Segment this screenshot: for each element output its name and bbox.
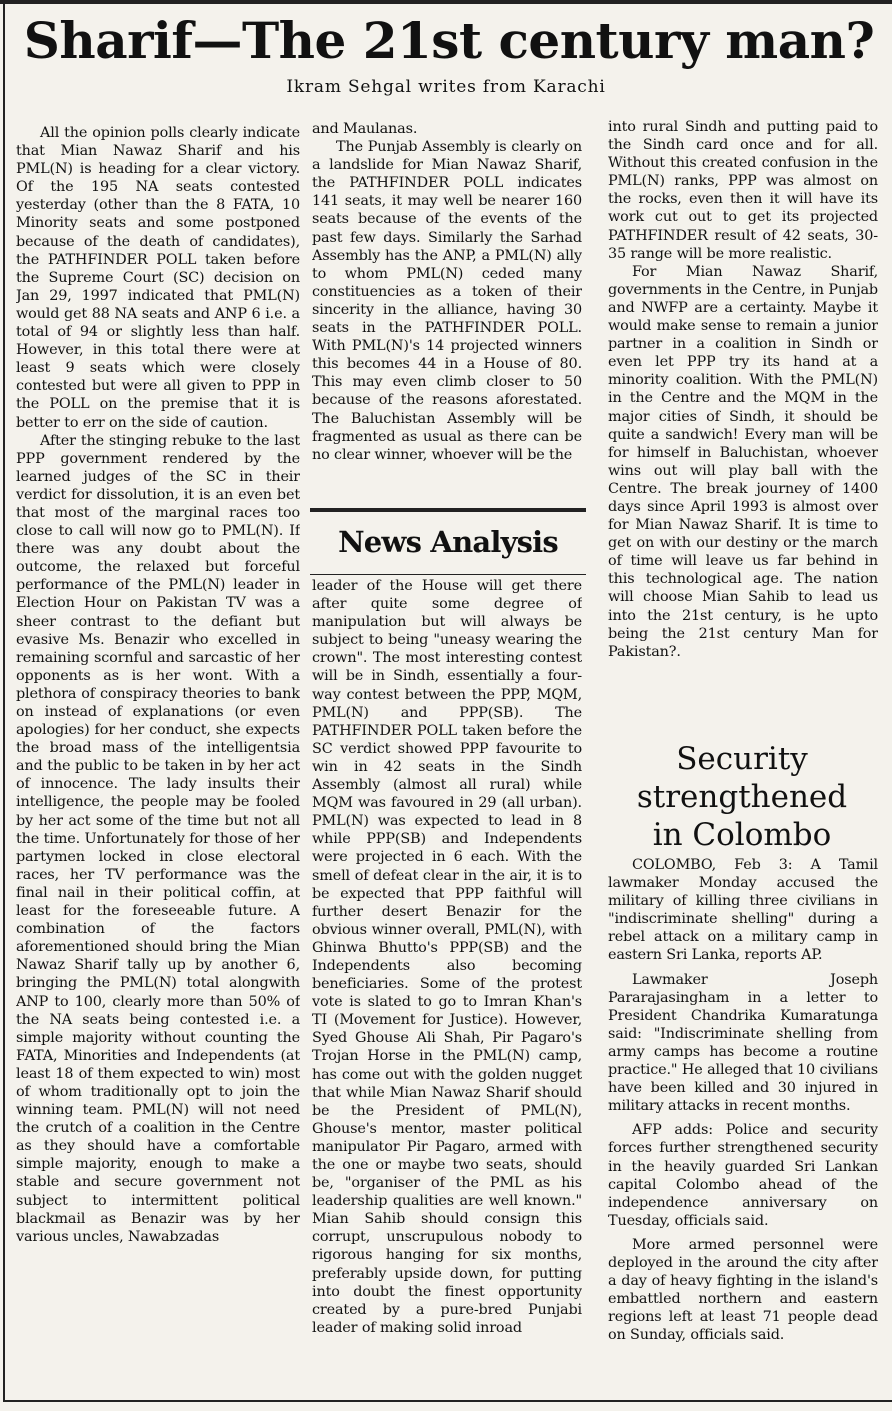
side-story-paragraph: Lawmaker Joseph Pararajasingham in a letter to President Chandrika Kumaratunga said: "Indiscriminate shelling from army camps has become a routine practice." He alleged that 10 civilians have been killed and 30 injured in military attacks in recent months.: [608, 971, 878, 1115]
left-border-rule: [3, 0, 5, 1400]
side-story-paragraph: COLOMBO, Feb 3: A Tamil lawmaker Monday accused the military of killing three civilians in "indiscriminate shelling" during a rebel attack on a military camp in eastern Sri Lanka, reports AP.: [608, 857, 878, 964]
article-column-3: [608, 118, 878, 812]
side-story-column: [608, 856, 878, 1400]
news-analysis-banner: [310, 508, 586, 575]
article-column-1: [16, 124, 300, 1402]
article-paragraph: All the opinion polls clearly indicate that Mian Nawaz Sharif and his PML(N) is heading for a clear victory. Of the 195 NA seats contested yesterday (other than the 8 FATA, 10 Minority seats and some postponed because of the death of candidates), the PATHFINDER POLL taken before the Supreme Court (SC) decision on Jan 29, 1997 indicated that PML(N) would get 88 NA seats and ANP 6 i.e. a total of 94 or slightly less than half. However, in this total there were at least 9 seats which were closely contested but were all given to PPP in the POLL on the premise that it is better to err on the side of caution.: [16, 125, 300, 431]
article-paragraph: into rural Sindh and putting paid to the Sindh card once and for all. Without this created confusion in the PML(N) ranks, PPP was almost on the rocks, even then it will have its work cut out to get its projected PATHFINDER result of 42 seats, 30-35 range will be more realistic.: [608, 119, 878, 262]
side-story-headline: Security strengthened in Colombo: [636, 741, 848, 853]
top-border-rule: [0, 0, 892, 4]
article-paragraph: and Maulanas.: [312, 121, 418, 137]
side-story-paragraph: More armed personnel were deployed in the around the city after a day of heavy fighting in the island's embattled northern and eastern regions left at least 71 people dead on Sunday, officials said.: [608, 1236, 878, 1344]
main-headline: Sharif—The 21st century man?: [23, 11, 875, 70]
news-analysis-label: News Analysis: [338, 525, 558, 559]
article-column-2-bottom: [312, 577, 582, 1399]
article-paragraph: For Mian Nawaz Sharif, governments in the Centre, in Punjab and NWFP are a certainty. Maybe it would make sense to remain a junior partner in a coalition in Sindh or even let PPP try its hand at a minority coalition. With the PML(N) in the Centre and the MQM in the major cities of Sindh, it should be quite a sandwich! Every man will be for himself in Baluchistan, whoever wins out will play ball with the Centre. The break journey of 1400 days since April 1993 is almost over for Mian Nawaz Sharif. It is time to get on with our destiny or the march of time will leave us far behind in this technological age. The nation will choose Mian Sahib to lead us into the 21st century, is he upto being the 21st century Man for Pakistan?.: [608, 263, 878, 660]
byline: Ikram Sehgal writes from Karachi: [286, 77, 606, 97]
article-paragraph: After the stinging rebuke to the last PPP government rendered by the learned judges of the SC in their verdict for dissolution, it is an even bet that most of the marginal races too close to call will now go to PML(N). If there was any doubt about the outcome, the relaxed but forceful performance of the PML(N) leader in Election Hour on Pakistan TV was a sheer contrast to the defiant but evasive Ms. Benazir who excelled in remaining scornful and sarcastic of her opponents as is her wont. With a plethora of conspiracy theories to bank on instead of explanations (or even apologies) for her conduct, she expects the broad mass of the intelligentsia and the public to be taken in by her act of innocence. The lady insults their intelligence, the people may be fooled by her act some of the time but not all the time. Unfortunately for those of her partymen locked in close electoral races, her TV performance was the final nail in their political coffin, at least for the foreseeable future. A combination of the factors aforementioned should bring the Mian Nawaz Sharif tally up by another 6, bringing the PML(N) total alongwith ANP to 100, clearly more than 50% of the NA seats being contested i.e. a simple majority without counting the FATA, Minorities and Independents (at least 18 of them expected to win) most of whom traditionally opt to join the winning team. PML(N) will not need the crutch of a coalition in the Centre as they should have a comfortable simple majority, enough to make a stable and secure government not subject to intermittent political blackmail as Benazir was by her various uncles, Nawabzadas: [16, 432, 300, 1245]
article-paragraph: leader of the House will get there after quite some degree of manipulation but will always be subject to being "uneasy wearing the crown". The most interesting contest will be in Sindh, essentially a four-way contest between the PPP, MQM, PML(N) and PPP(SB). The PATHFINDER POLL taken before the SC verdict showed PPP favourite to win in 42 seats in the Sindh Assembly (almost all rural) while MQM was favoured in 29 (all urban). PML(N) was expected to lead in 8 while PPP(SB) and Independents were projected in 6 each. With the smell of defeat clear in the air, it is to be expected that PPP faithful will further desert Benazir for the obvious winner overall, PML(N), with Ghinwa Bhutto's PPP(SB) and the Independents also becoming beneficiaries. Some of the protest vote is slated to go to Imran Khan's TI (Movement for Justice). However, Syed Ghouse Ali Shah, Pir Pagaro's Trojan Horse in the PML(N) camp, has come out with the golden nugget that while Mian Nawaz Sharif should be the President of PML(N), Ghouse's mentor, master political manipulator Pir Pagaro, armed with the one or maybe two seats, should be, "organiser of the PML as his leadership qualities are well known." Mian Sahib should consign this corrupt, unscrupulous nobody to rigorous hanging for six months, preferably upside down, for putting into doubt the finest opportunity created by a pure-bred Punjabi leader of making solid inroad: [312, 578, 582, 1336]
article-column-2-top: [312, 120, 582, 498]
side-story-paragraph: AFP adds: Police and security forces further strengthened security in the heavily guarded Sri Lankan capital Colombo ahead of the independence anniversary on Tuesday, officials said.: [608, 1122, 878, 1229]
article-paragraph: The Punjab Assembly is clearly on a landslide for Mian Nawaz Sharif, the PATHFINDER POLL indicates 141 seats, it may well be nearer 160 seats because of the events of the past few days. Similarly the Sarhad Assembly has the ANP, a PML(N) ally to whom PML(N) ceded many constituencies as a token of their sincerity in the alliance, having 30 seats in the PATHFINDER POLL. With PML(N)'s 14 projected winners this becomes 44 in a House of 80. This may even climb closer to 50 because of the reasons aforestated. The Baluchistan Assembly will be fragmented as usual as there can be no clear winner, whoever will be the: [312, 139, 582, 463]
